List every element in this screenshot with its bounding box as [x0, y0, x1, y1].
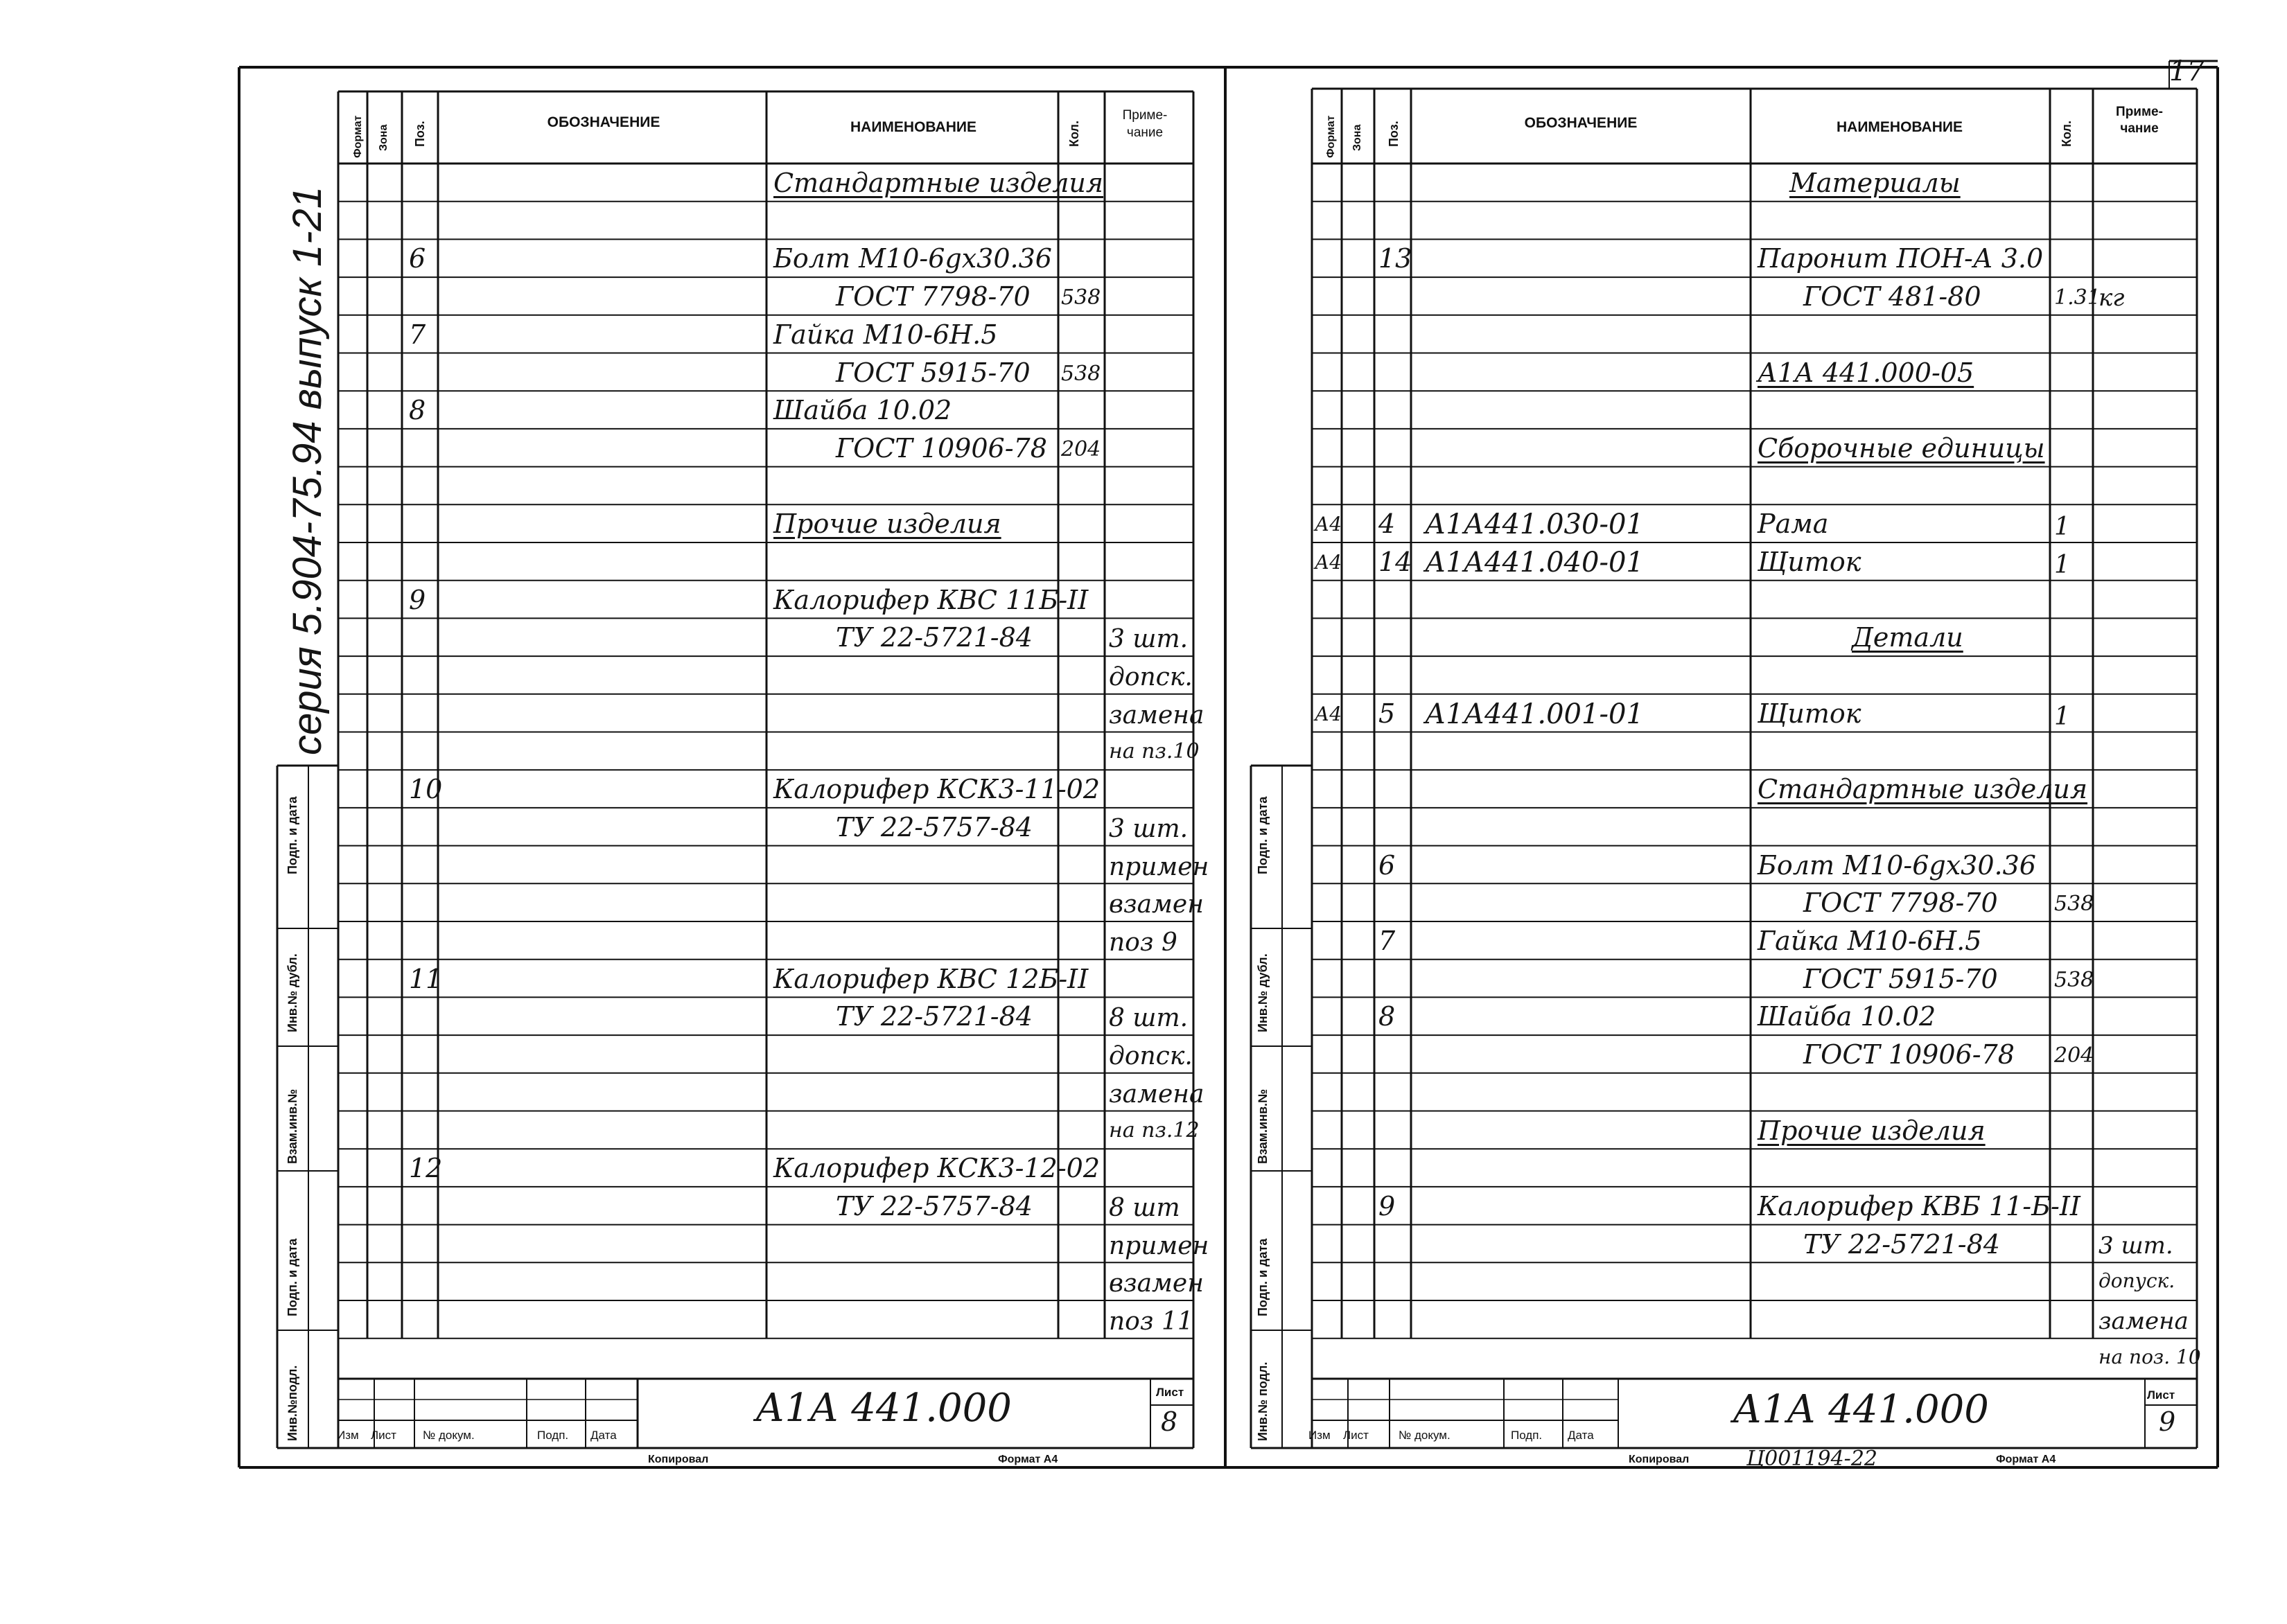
row-name: Сборочные единицы: [1758, 432, 2045, 464]
row-name: Калорифер КСК3-11-02: [773, 774, 1101, 805]
side-label-inv-orig: Инв.№подл.: [286, 1365, 299, 1441]
row-name: ТУ 22-5721-84: [836, 622, 1033, 653]
row-name: Болт М10-6gx30.36: [773, 243, 1052, 274]
row-note: 3 шт.: [1109, 625, 1189, 654]
row-name: ТУ 22-5721-84: [836, 1001, 1033, 1032]
row-qty: 204: [1061, 436, 1101, 461]
row-name: Болт М10-6gx30.36: [1758, 849, 2036, 881]
row-note: допск.: [1109, 1042, 1193, 1071]
row-note: примен: [1109, 1231, 1209, 1260]
tb-copied: Копировал: [648, 1454, 709, 1465]
row-designation: А1А441.001-01: [1425, 698, 1644, 730]
row-pos: 7: [409, 319, 426, 350]
row-name: Калорифер КСК3-12-02: [773, 1153, 1101, 1184]
row-qty: 1: [2054, 551, 2070, 579]
col-format-right: Формат: [1325, 115, 1337, 158]
row-pos: 10: [409, 774, 443, 805]
row-note: замена: [1109, 700, 1204, 730]
row-pos: 9: [409, 584, 426, 615]
row-format: А4: [1315, 551, 1342, 574]
tb-sign-right: Подп.: [1511, 1429, 1543, 1442]
row-pos: 7: [1378, 926, 1396, 956]
side-label-sign-date-right: Подп. и дата: [1256, 796, 1270, 874]
row-name: Рама: [1758, 509, 1829, 540]
col-designation-right: ОБОЗНАЧЕНИЕ: [1524, 115, 1638, 131]
row-name: ТУ 22-5757-84: [836, 811, 1033, 842]
tb-sheet-label: Лист: [1156, 1386, 1184, 1399]
side-label-inv-dupl: Инв.№ дубл.: [286, 953, 299, 1032]
row-name: ТУ 22-5757-84: [836, 1190, 1033, 1221]
tb-stamp-right: Ц001194-22: [1746, 1447, 1877, 1471]
row-name: Щиток: [1758, 547, 1861, 577]
tb-list-right: Лист: [1343, 1429, 1369, 1442]
row-name: Прочие изделия: [773, 509, 1001, 540]
tb-izm: Изм: [337, 1429, 359, 1442]
row-note: на пз.10: [1109, 739, 1200, 764]
row-pos: 12: [409, 1153, 443, 1184]
row-name: ТУ 22-5721-84: [1803, 1228, 2000, 1260]
row-name: Паронит ПОН-А 3.0: [1758, 243, 2044, 274]
row-qty: 538: [2054, 892, 2094, 917]
col-designation: ОБОЗНАЧЕНИЕ: [547, 114, 660, 130]
col-zone: Зона: [378, 124, 389, 151]
row-pos: 14: [1378, 547, 1412, 577]
col-note-right: Приме-чание: [2116, 105, 2163, 136]
row-note: замена: [2098, 1307, 2189, 1335]
row-pos: 8: [409, 395, 426, 426]
tb-code-right: А1А 441.000: [1733, 1387, 1989, 1432]
row-pos: 5: [1378, 698, 1396, 729]
row-note: допск.: [1109, 663, 1193, 692]
row-designation: А1А441.040-01: [1425, 547, 1644, 579]
col-note: Приме-чание: [1122, 108, 1168, 140]
row-note: поз 11: [1109, 1307, 1193, 1336]
row-name: ГОСТ 10906-78: [1803, 1039, 2015, 1070]
row-pos: 11: [409, 963, 443, 994]
row-qty: 204: [2054, 1043, 2094, 1068]
tb-sheet-no-right: 9: [2159, 1406, 2176, 1437]
row-name: Стандартные изделия: [773, 168, 1104, 198]
row-name: А1А 441.000-05: [1758, 357, 1974, 388]
row-name: ГОСТ 7798-70: [1803, 888, 1998, 919]
row-name: Щиток: [1758, 698, 1861, 729]
row-pos: 9: [1378, 1190, 1396, 1221]
side-label-sign-date: Подп. и дата: [286, 796, 299, 874]
col-zone-right: Зона: [1351, 124, 1363, 151]
col-pos: Поз.: [413, 121, 427, 147]
row-name: Шайба 10.02: [1758, 1001, 1936, 1032]
row-qty: 1.31: [2054, 285, 2101, 310]
row-qty: 1: [2054, 513, 2070, 542]
row-pos: 13: [1378, 243, 1412, 274]
side-label-vzam: Взам.инв.№: [286, 1088, 299, 1164]
row-name: ГОСТ 5915-70: [836, 357, 1031, 388]
row-name: Калорифер КВС 11Б-II: [773, 584, 1089, 615]
tb-izm-right: Изм: [1308, 1429, 1331, 1442]
row-pos: 6: [409, 243, 426, 274]
row-note: на пз.12: [1109, 1118, 1200, 1142]
side-label-sign-date-2: Подп. и дата: [286, 1238, 299, 1316]
row-note: поз 9: [1109, 928, 1177, 957]
row-note: допуск.: [2098, 1269, 2175, 1293]
row-note: замена: [1109, 1079, 1204, 1109]
tb-doc: № докум.: [423, 1429, 475, 1442]
row-name: Шайба 10.02: [773, 395, 952, 426]
page-number: 17: [2169, 55, 2205, 87]
row-name: ГОСТ 481-80: [1803, 281, 1981, 312]
row-note: взамен: [1109, 890, 1204, 919]
row-qty: 538: [2054, 967, 2094, 992]
row-note: 3 шт.: [2098, 1231, 2173, 1260]
tb-copied-right: Копировал: [1629, 1454, 1690, 1465]
row-qty: 538: [1061, 285, 1101, 310]
row-name: ГОСТ 7798-70: [836, 281, 1031, 312]
col-name-right: НАИМЕНОВАНИЕ: [1837, 119, 1963, 135]
side-label-vzam-right: Взам.инв.№: [1256, 1088, 1270, 1164]
row-note: примен: [1109, 852, 1209, 881]
row-name: ГОСТ 5915-70: [1803, 963, 1998, 994]
tb-format: Формат А4: [998, 1454, 1058, 1465]
row-name: Калорифер КВБ 11-Б-II: [1758, 1190, 2080, 1221]
col-format: Формат: [352, 115, 364, 158]
row-note: взамен: [1109, 1269, 1204, 1298]
tb-code: А1А 441.000: [755, 1386, 1012, 1431]
row-name: Гайка М10-6Н.5: [773, 319, 998, 350]
tb-list: Лист: [371, 1429, 396, 1442]
col-name: НАИМЕНОВАНИЕ: [850, 119, 976, 135]
row-pos: 6: [1378, 849, 1396, 881]
tb-doc-right: № докум.: [1399, 1429, 1451, 1442]
row-name: Детали: [1852, 622, 1963, 653]
row-note: 8 шт.: [1109, 1004, 1189, 1033]
row-name: Калорифер КВС 12Б-II: [773, 963, 1089, 994]
row-pos: 8: [1378, 1001, 1396, 1032]
row-name: Материалы: [1789, 168, 1961, 198]
row-format: А4: [1315, 702, 1342, 725]
row-qty: 538: [1061, 361, 1101, 386]
tb-date: Дата: [590, 1429, 617, 1442]
tb-sign: Подп.: [537, 1429, 569, 1442]
tb-format-right: Формат А4: [1996, 1454, 2056, 1465]
col-qty: Кол.: [1067, 121, 1081, 147]
side-label-sign-date-2-right: Подп. и дата: [1256, 1238, 1270, 1316]
col-qty-right: Кол.: [2060, 121, 2074, 147]
row-name: ГОСТ 10906-78: [836, 432, 1047, 464]
row-designation: А1А441.030-01: [1425, 509, 1644, 541]
row-note: 3 шт.: [1109, 814, 1189, 843]
row-format: А4: [1315, 513, 1342, 536]
tb-sheet-label-right: Лист: [2147, 1388, 2175, 1402]
row-pos: 4: [1378, 509, 1396, 540]
tb-date-right: Дата: [1568, 1429, 1594, 1442]
row-note: кг: [2098, 284, 2125, 312]
side-label-inv-dupl-right: Инв.№ дубл.: [1256, 953, 1270, 1032]
row-note: на поз. 10: [2098, 1345, 2201, 1368]
row-qty: 1: [2054, 702, 2070, 731]
row-name: Прочие изделия: [1758, 1115, 1986, 1146]
tb-sheet-no: 8: [1161, 1406, 1178, 1437]
row-name: Гайка М10-6Н.5: [1758, 926, 1982, 956]
row-note: 8 шт: [1109, 1193, 1180, 1222]
side-label-inv-orig-right: Инв.№ подл.: [1256, 1361, 1270, 1441]
row-name: Стандартные изделия: [1758, 774, 2088, 805]
col-pos-right: Поз.: [1387, 121, 1401, 147]
series-stamp: серия 5.904-75.94 выпуск 1-21: [285, 186, 330, 755]
